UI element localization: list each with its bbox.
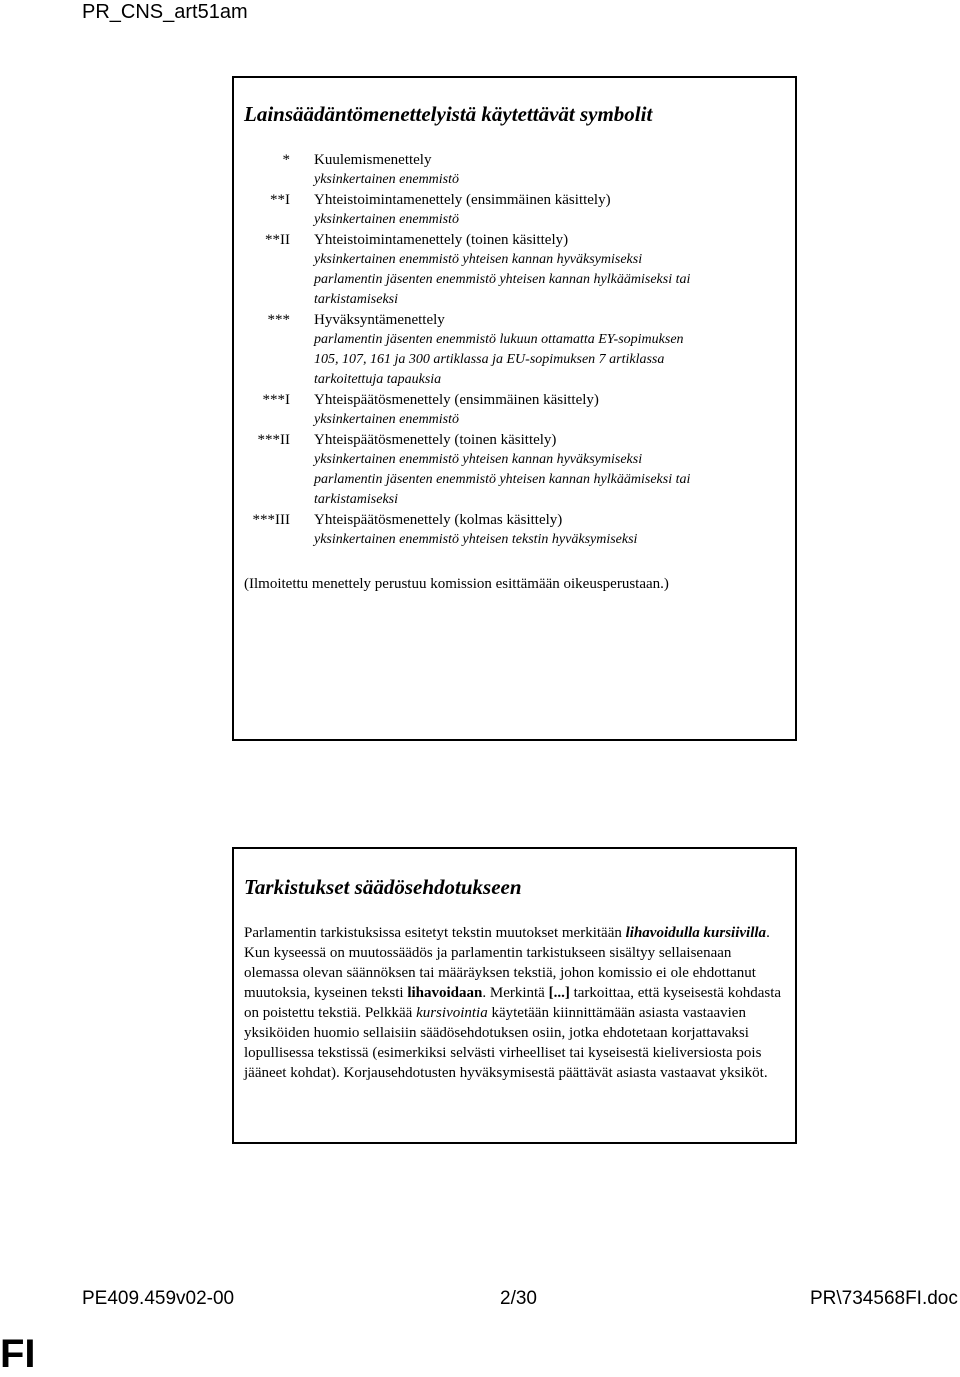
amendments-box <box>232 847 797 1144</box>
symbol-detail-row <box>234 270 794 290</box>
symbols-box-title: Lainsäädäntömenettelyistä käytettävät symbolit <box>244 102 653 126</box>
procedure-name: Yhteistoimintamenettely (ensimmäinen käsittely) <box>314 192 611 208</box>
footer-doc-reference: PE409.459v02-00 <box>82 1288 235 1309</box>
symbol-detail-row <box>234 210 794 230</box>
symbol-code: * <box>282 152 290 168</box>
language-code: FI <box>0 1332 36 1376</box>
symbol-detail-row <box>234 450 794 470</box>
amend-bold-term: lihavoidaan <box>407 985 483 1001</box>
symbol-code: **I <box>270 192 290 208</box>
majority-requirement: tarkoitettuja tapauksia <box>314 372 442 387</box>
amend-bold-italic-term: lihavoidulla kursiivilla <box>625 925 767 941</box>
procedure-name: Yhteispäätösmenettely (kolmas käsittely) <box>314 512 563 528</box>
footer-page-number: 2/30 <box>500 1288 537 1309</box>
symbol-row <box>234 390 794 410</box>
symbol-row <box>234 510 794 530</box>
symbol-row <box>234 150 794 170</box>
majority-requirement: yksinkertainen enemmistö <box>314 172 460 187</box>
symbol-detail-row <box>234 530 794 550</box>
symbol-detail-row <box>234 350 794 370</box>
majority-requirement: tarkistamiseksi <box>314 492 398 507</box>
procedure-name: Kuulemismenettely <box>314 152 432 168</box>
symbol-detail-row <box>234 470 794 490</box>
symbol-detail-row <box>234 490 794 510</box>
symbol-code: *** <box>267 312 290 328</box>
symbol-code: ***III <box>252 512 290 528</box>
amend-text: käytetään kiinnittämään asiasta vastaavien yksiköiden huomio sellaisiin säädösehdotuksen osiin, jotka ehdotetaan korjattavaksi lopullisessa tekstissä (esimerkiksi selvästi virheelliset tai kyseisestä kieliversiosta pois jääneet kohdat). Korjausehdotusten hyväksymisestä päättävät asiasta vastaavat yksiköt. <box>244 1005 768 1081</box>
procedure-name: Yhteispäätösmenettely (ensimmäinen käsittely) <box>314 392 599 408</box>
symbol-row <box>234 230 794 250</box>
amend-text: tarkoittaa, että kyseisestä kohdasta on poistettu tekstiä. Pelkkää <box>244 985 782 1021</box>
majority-requirement: yksinkertainen enemmistö <box>314 212 460 227</box>
majority-requirement: yksinkertainen enemmistö <box>314 412 460 427</box>
amend-italic-term: kursivointia <box>416 1005 488 1021</box>
procedure-name: Yhteispäätösmenettely (toinen käsittely) <box>314 432 557 448</box>
symbol-code: ***I <box>262 392 290 408</box>
amendments-box-title: Tarkistukset säädösehdotukseen <box>244 875 522 899</box>
symbol-code: ***II <box>257 432 290 448</box>
majority-requirement: yksinkertainen enemmistö yhteisen tekstin hyväksymiseksi <box>314 532 638 547</box>
majority-requirement: parlamentin jäsenten enemmistö yhteisen kannan hylkäämiseksi tai <box>314 272 691 287</box>
majority-requirement: tarkistamiseksi <box>314 292 398 307</box>
symbol-row <box>234 190 794 210</box>
symbol-detail-row <box>234 370 794 390</box>
amendments-explanation <box>244 923 789 1083</box>
symbol-detail-row <box>234 330 794 350</box>
footer-file-name: PR\734568FI.doc <box>810 1288 958 1309</box>
symbols-list <box>234 150 794 550</box>
amend-text: Parlamentin tarkistuksissa esitetyt tekstin muutokset merkitään <box>244 925 626 941</box>
symbol-code: **II <box>265 232 290 248</box>
majority-requirement: parlamentin jäsenten enemmistö lukuun ottamatta EY-sopimuksen <box>314 332 684 347</box>
amend-text: . Merkintä <box>482 985 549 1001</box>
document-code-header: PR_CNS_art51am <box>82 1 248 23</box>
symbol-row <box>234 430 794 450</box>
symbol-detail-row <box>234 250 794 270</box>
amend-deletion-marker: [...] <box>548 985 570 1001</box>
symbol-detail-row <box>234 290 794 310</box>
majority-requirement: yksinkertainen enemmistö yhteisen kannan hyväksymiseksi <box>314 252 643 267</box>
majority-requirement: parlamentin jäsenten enemmistö yhteisen kannan hylkäämiseksi tai <box>314 472 691 487</box>
amend-text: . Kun kyseessä on muutossäädös ja parlamentin tarkistukseen sisältyy sellaisenaan olemassa olevan säännöksen tai määräyksen tekstiä, johon komissio ei ole ehdottanut muutoksia, kyseinen teksti <box>244 925 770 1001</box>
symbol-detail-row <box>234 410 794 430</box>
procedure-name: Yhteistoimintamenettely (toinen käsittely) <box>314 232 569 248</box>
legal-basis-note: (Ilmoitettu menettely perustuu komission esittämään oikeusperustaan.) <box>244 576 669 592</box>
legislative-symbols-box <box>232 76 797 741</box>
majority-requirement: 105, 107, 161 ja 300 artiklassa ja EU-sopimuksen 7 artiklassa <box>314 352 665 367</box>
symbol-row <box>234 310 794 330</box>
majority-requirement: yksinkertainen enemmistö yhteisen kannan hyväksymiseksi <box>314 452 643 467</box>
procedure-name: Hyväksyntämenettely <box>314 312 445 328</box>
symbol-detail-row <box>234 170 794 190</box>
